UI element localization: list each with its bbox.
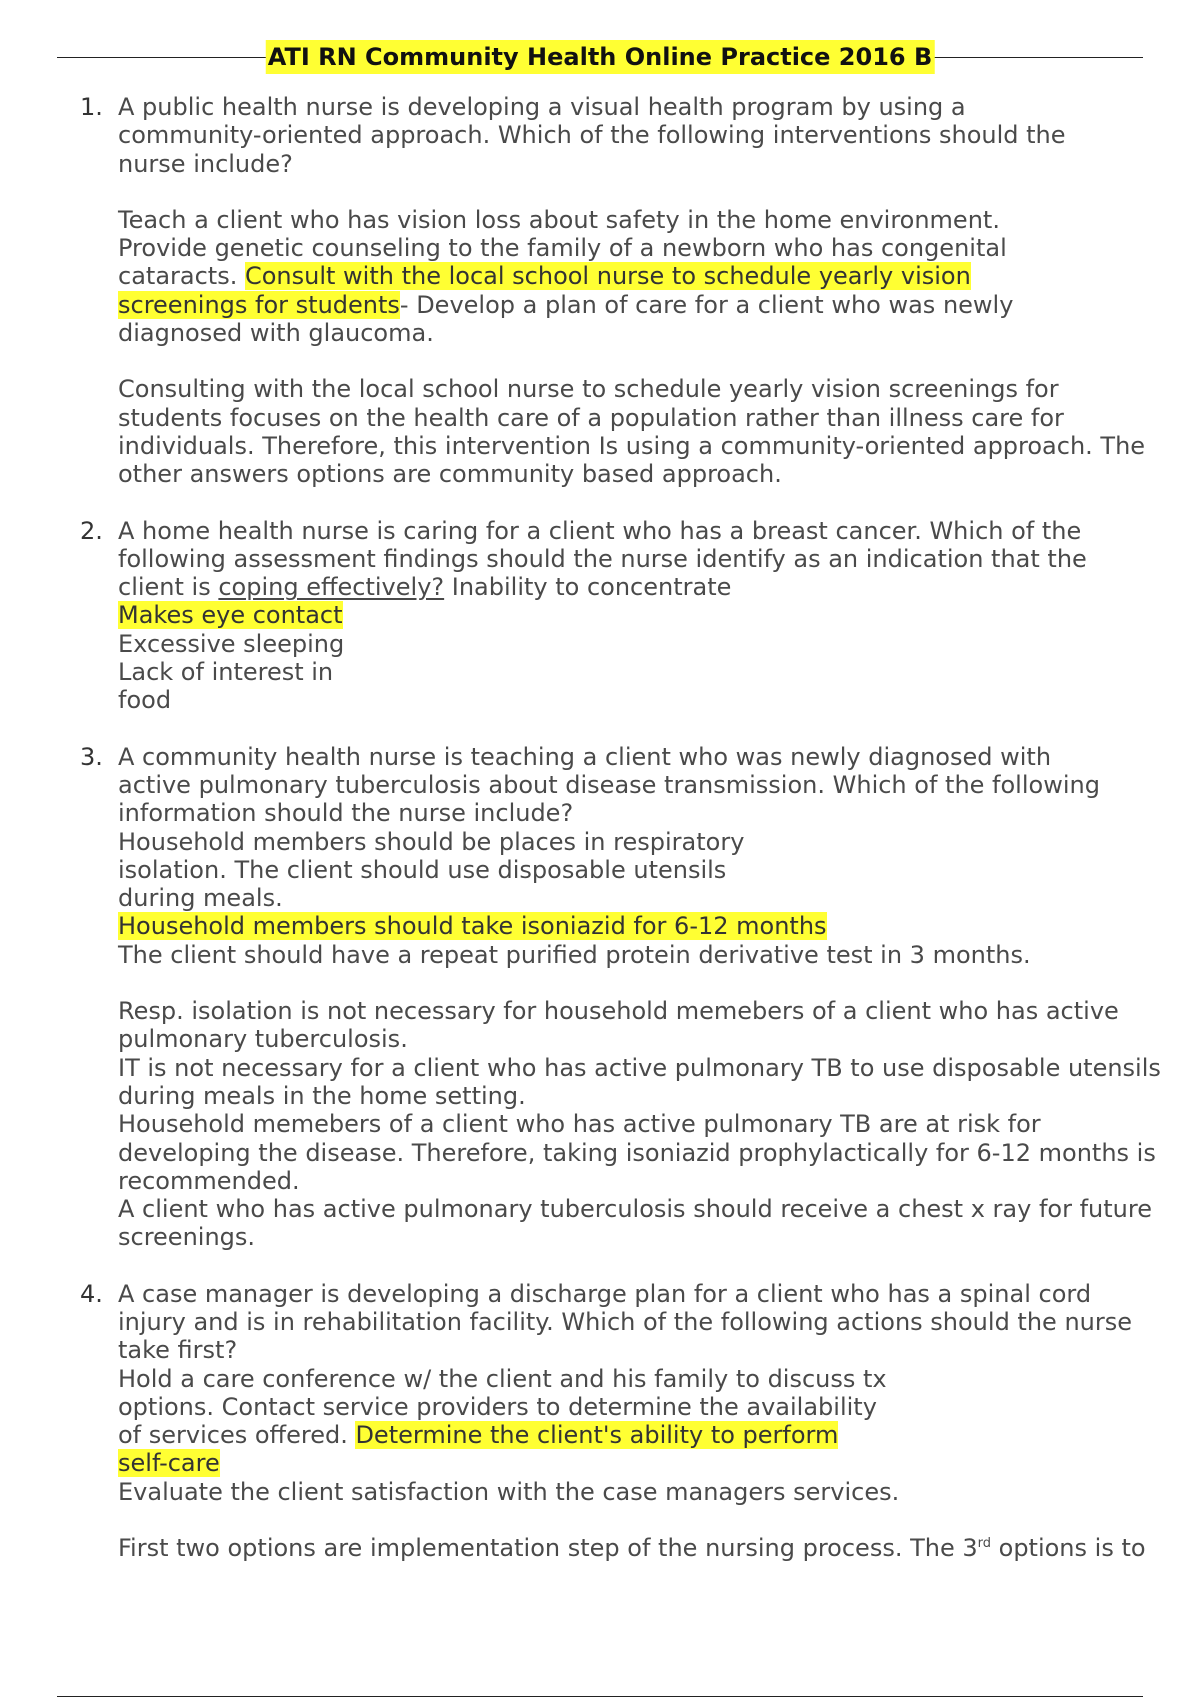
correct-answer-highlight: Determine the client's ability to perform bbox=[355, 1421, 839, 1450]
option-line: Hold a care conference w/ the client and his family to discuss tx bbox=[118, 1364, 887, 1393]
option-line: isolation. The client should use disposable utensils bbox=[118, 855, 727, 884]
rationale-line: Household memebers of a client who has active pulmonary TB are at risk for bbox=[118, 1110, 1041, 1139]
question-stem bbox=[118, 93, 1170, 178]
rationale-line: Resp. isolation is not necessary for household memebers of a client who has active bbox=[118, 997, 1119, 1026]
stem-line: A community health nurse is teaching a client who was newly diagnosed with bbox=[118, 742, 1052, 771]
rationale-line: screenings. bbox=[118, 1223, 256, 1252]
question-2 bbox=[80, 517, 1170, 715]
stem-line: injury and is in rehabilitation facility. Which of the following actions should the nurse bbox=[118, 1307, 1132, 1336]
option-line bbox=[118, 1421, 1170, 1449]
rationale-line: Consulting with the local school nurse to schedule yearly vision screenings for bbox=[118, 375, 1059, 404]
option-line: Provide genetic counseling to the family of a newborn who has congenital bbox=[118, 234, 1007, 263]
stem-line: community-oriented approach. Which of the following interventions should the bbox=[118, 121, 1066, 150]
stem-text: client is bbox=[118, 573, 219, 602]
option-line bbox=[118, 1449, 1170, 1477]
question-number: 2. bbox=[80, 516, 103, 545]
option-line: food bbox=[118, 686, 172, 715]
option-text: of services offered. bbox=[118, 1421, 356, 1450]
correct-answer-highlight: Makes eye contact bbox=[118, 601, 343, 630]
option-line: diagnosed with glaucoma. bbox=[118, 319, 434, 348]
footer-rule bbox=[57, 1696, 1143, 1697]
option-line: options. Contact service providers to determine the availability bbox=[118, 1392, 877, 1421]
rationale-line: other answers options are community based approach. bbox=[118, 460, 782, 489]
rationale-line bbox=[118, 1534, 1170, 1562]
option-line: during meals. bbox=[118, 884, 283, 913]
option-line: Excessive sleeping bbox=[118, 629, 345, 658]
ordinal-suffix: rd bbox=[977, 1536, 991, 1552]
answer-options bbox=[118, 601, 1170, 714]
answer-options bbox=[118, 912, 1170, 969]
rationale-line: individuals. Therefore, this intervention Is using a community-oriented approach. The bbox=[118, 431, 1146, 460]
rationale-text: options is to bbox=[991, 1534, 1146, 1563]
rationale-line: during meals in the home setting. bbox=[118, 1081, 526, 1110]
rationale-line: IT is not necessary for a client who has active pulmonary TB to use disposable utensils bbox=[118, 1053, 1161, 1082]
option-line bbox=[118, 262, 1170, 290]
answer-options bbox=[118, 206, 1170, 347]
answer-options bbox=[118, 1421, 1170, 1506]
option-line: Household members should be places in respiratory bbox=[118, 827, 745, 856]
stem-line: nurse include? bbox=[118, 149, 293, 178]
stem-line bbox=[118, 573, 1170, 601]
document-body bbox=[80, 93, 1170, 1562]
option-line bbox=[118, 912, 1170, 940]
question-4 bbox=[80, 1280, 1170, 1563]
question-1 bbox=[80, 93, 1170, 489]
option-line: Teach a client who has vision loss about safety in the home environment. bbox=[118, 205, 1000, 234]
stem-line: information should the nurse include? bbox=[118, 799, 574, 828]
option-line bbox=[118, 291, 1170, 319]
stem-line: A public health nurse is developing a visual health program by using a bbox=[118, 93, 966, 121]
question-3 bbox=[80, 743, 1170, 1252]
correct-answer-highlight: screenings for students bbox=[118, 290, 400, 319]
stem-line: A case manager is developing a discharge plan for a client who has a spinal cord bbox=[118, 1279, 1092, 1308]
stem-line: A home health nurse is caring for a client who has a breast cancer. Which of the bbox=[118, 516, 1082, 545]
rationale bbox=[118, 997, 1170, 1252]
title-row bbox=[57, 40, 1143, 74]
option-text: Inability to concentrate bbox=[444, 573, 732, 602]
correct-answer-highlight: self-care bbox=[118, 1449, 220, 1478]
option-text: - Develop a plan of care for a client who was newly bbox=[399, 290, 1014, 319]
stem-line: following assessment findings should the nurse identify as an indication that the bbox=[118, 544, 1087, 573]
rationale bbox=[118, 375, 1170, 488]
rationale-text: First two options are implementation step of the nursing process. The 3 bbox=[118, 1534, 978, 1563]
question-stem bbox=[118, 517, 1170, 602]
underlined-phrase: coping effectively? bbox=[218, 573, 445, 602]
correct-answer-highlight: Household members should take isoniazid for 6-12 months bbox=[118, 912, 827, 941]
correct-answer-highlight: Consult with the local school nurse to schedule yearly vision bbox=[244, 262, 971, 291]
page-title: ATI RN Community Health Online Practice 2016 B bbox=[266, 40, 935, 74]
stem-line: active pulmonary tuberculosis about disease transmission. Which of the following bbox=[118, 770, 1100, 799]
question-number: 1. bbox=[80, 93, 103, 121]
rationale-line: recommended. bbox=[118, 1166, 300, 1195]
question-number: 4. bbox=[80, 1279, 103, 1308]
option-text: cataracts. bbox=[118, 262, 245, 291]
rationale-line: developing the disease. Therefore, taking isoniazid prophylactically for 6-12 months is bbox=[118, 1138, 1156, 1167]
question-stem bbox=[118, 1280, 1170, 1421]
option-line: The client should have a repeat purified protein derivative test in 3 months. bbox=[118, 940, 1031, 969]
rationale bbox=[118, 1534, 1170, 1562]
rationale-line: students focuses on the health care of a population rather than illness care for bbox=[118, 403, 1064, 432]
stem-line: take first? bbox=[118, 1336, 238, 1365]
option-line: Lack of interest in bbox=[118, 658, 334, 687]
option-line: Evaluate the client satisfaction with the case managers services. bbox=[118, 1477, 900, 1506]
option-line bbox=[118, 601, 1170, 629]
question-stem bbox=[118, 743, 1170, 913]
question-number: 3. bbox=[80, 742, 103, 771]
rationale-line: A client who has active pulmonary tuberculosis should receive a chest x ray for future bbox=[118, 1195, 1152, 1224]
rationale-line: pulmonary tuberculosis. bbox=[118, 1025, 408, 1054]
